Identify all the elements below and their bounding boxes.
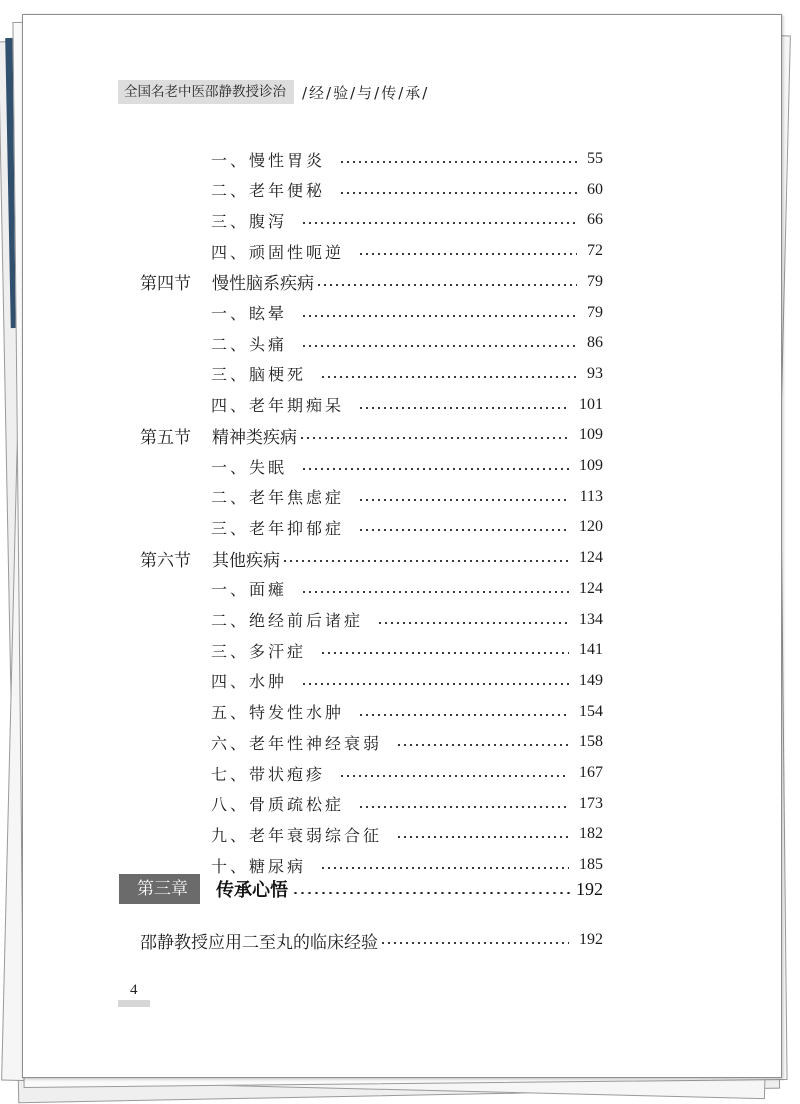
toc-label: 四、水肿 [211,672,288,692]
dot-leader [339,192,577,194]
dot-leader [301,222,577,224]
toc-page-number: 86 [587,334,603,352]
page-folio [118,982,150,1007]
toc-item-row[interactable] [211,514,603,540]
toc-label: 六、老年性神经衰弱 [211,733,383,753]
section-number: 第四节 [140,274,191,295]
toc-item-row[interactable] [211,791,603,817]
dot-leader [358,714,569,716]
book-title: 全国名老中医邵静教授诊治 [118,80,294,104]
chapter-heading[interactable] [119,874,603,904]
toc-label: 三、脑梗死 [211,365,307,385]
dot-leader [396,744,569,746]
toc-page-number: 185 [579,856,603,874]
dot-leader [380,942,569,944]
toc-label: 三、腹泻 [211,211,288,231]
toc-label: 精神类疾病 [212,427,297,448]
toc-item-row[interactable] [211,238,603,264]
dot-leader [358,499,570,501]
dot-leader [301,683,569,685]
toc-item-row[interactable] [211,607,603,633]
toc-page-number: 60 [587,180,603,198]
chapter-page-number: 192 [576,878,603,899]
toc-item-row[interactable] [211,300,603,326]
toc-label: 八、骨质疏松症 [211,795,345,815]
toc-page-number: 158 [579,733,603,751]
toc-page-number: 66 [587,211,603,229]
toc-item-row[interactable] [211,821,603,847]
toc-page-number: 109 [579,457,603,474]
toc-page-number: 101 [579,395,603,413]
toc-item-row[interactable] [211,453,603,479]
toc-page-number: 141 [579,641,603,659]
toc-page-number: 149 [579,671,603,689]
toc-label: 二、头痛 [211,334,288,354]
dot-leader [301,345,577,347]
folio-number: 4 [130,982,138,998]
toc-label: 一、失眠 [211,457,288,477]
toc-item-row[interactable] [211,177,603,203]
toc-label: 五、特发性水肿 [211,703,345,723]
toc-label: 慢性脑系疾病 [212,274,314,295]
toc-page-number: 113 [579,487,603,505]
toc-page-number: 93 [587,364,603,382]
toc-page-number: 124 [579,579,603,597]
toc-entry-label: 邵静教授应用二至丸的临床经验 [140,932,378,953]
toc-item-row[interactable] [211,760,603,786]
toc-label: 一、慢性胃炎 [211,150,326,170]
toc-item-row[interactable] [211,576,603,602]
toc-page-number: 182 [579,825,603,843]
dot-leader [358,253,577,255]
toc-section-row[interactable] [140,545,603,571]
dot-leader [282,560,569,562]
toc-label: 二、绝经前后诸症 [211,611,364,630]
dot-leader [339,161,577,163]
toc-page-number: 109 [579,426,603,444]
toc-item-row[interactable] [211,729,603,755]
toc-item-row[interactable] [211,699,603,725]
toc-page-number: 120 [579,518,603,536]
toc-page-number: 72 [587,242,603,260]
toc-item-row[interactable] [211,146,603,172]
section-number: 第六节 [140,550,191,571]
toc-label: 十、糖尿病 [211,856,307,876]
book-subtitle: /经/验/与/传/承/ [302,83,430,102]
dot-leader [320,376,577,378]
toc-label: 三、多汗症 [211,641,307,661]
toc-item-row[interactable] [211,361,603,387]
toc-section-row[interactable] [140,269,603,295]
section-number: 第五节 [140,427,191,448]
toc-label: 二、老年焦虑症 [211,488,345,508]
dot-leader [301,591,569,593]
toc-item-row[interactable] [211,637,603,663]
toc-label: 一、眩晕 [211,304,288,323]
toc-label: 一、面瘫 [211,580,288,600]
dot-leader [358,806,569,808]
toc-label: 三、老年抑郁症 [211,518,345,538]
dot-leader [299,437,569,439]
dot-leader [292,892,572,894]
toc-label: 四、老年期痴呆 [211,396,345,416]
toc-page-number: 154 [579,702,603,720]
toc-label: 二、老年便秘 [211,181,326,201]
dot-leader [358,407,569,409]
toc-item-row[interactable] [211,484,603,510]
toc-label: 七、带状疱疹 [211,764,326,784]
dot-leader [396,836,569,838]
chapter-number-badge: 第三章 [119,874,200,904]
dot-leader [339,775,569,777]
toc-page-number: 79 [587,272,603,290]
toc-item-row[interactable] [211,330,603,356]
toc-page-number: 134 [579,610,603,628]
toc-page-number: 192 [579,931,603,948]
toc-label: 其他疾病 [212,550,280,571]
toc-item-row[interactable] [211,668,603,694]
chapter-title: 传承心悟 [216,880,288,901]
toc-page-number: 173 [579,794,603,812]
toc-label: 九、老年衰弱综合征 [211,825,383,845]
toc-entry-erzhiwan[interactable] [140,927,603,953]
toc-page-number: 79 [587,303,603,321]
toc-label: 四、顽固性呃逆 [211,242,345,262]
toc-item-row[interactable] [211,392,603,418]
toc-page-number: 124 [579,549,603,567]
running-header [118,80,429,104]
dot-leader [320,652,569,654]
toc-section-row[interactable] [140,422,603,448]
toc-page-number: 167 [579,764,603,781]
dot-leader [377,622,569,624]
toc-item-row[interactable] [211,207,603,233]
dot-leader [316,284,577,286]
dot-leader [301,468,569,470]
dot-leader [320,867,569,869]
dot-leader [301,315,577,317]
dot-leader [358,529,569,531]
toc-page-number: 55 [587,150,603,167]
